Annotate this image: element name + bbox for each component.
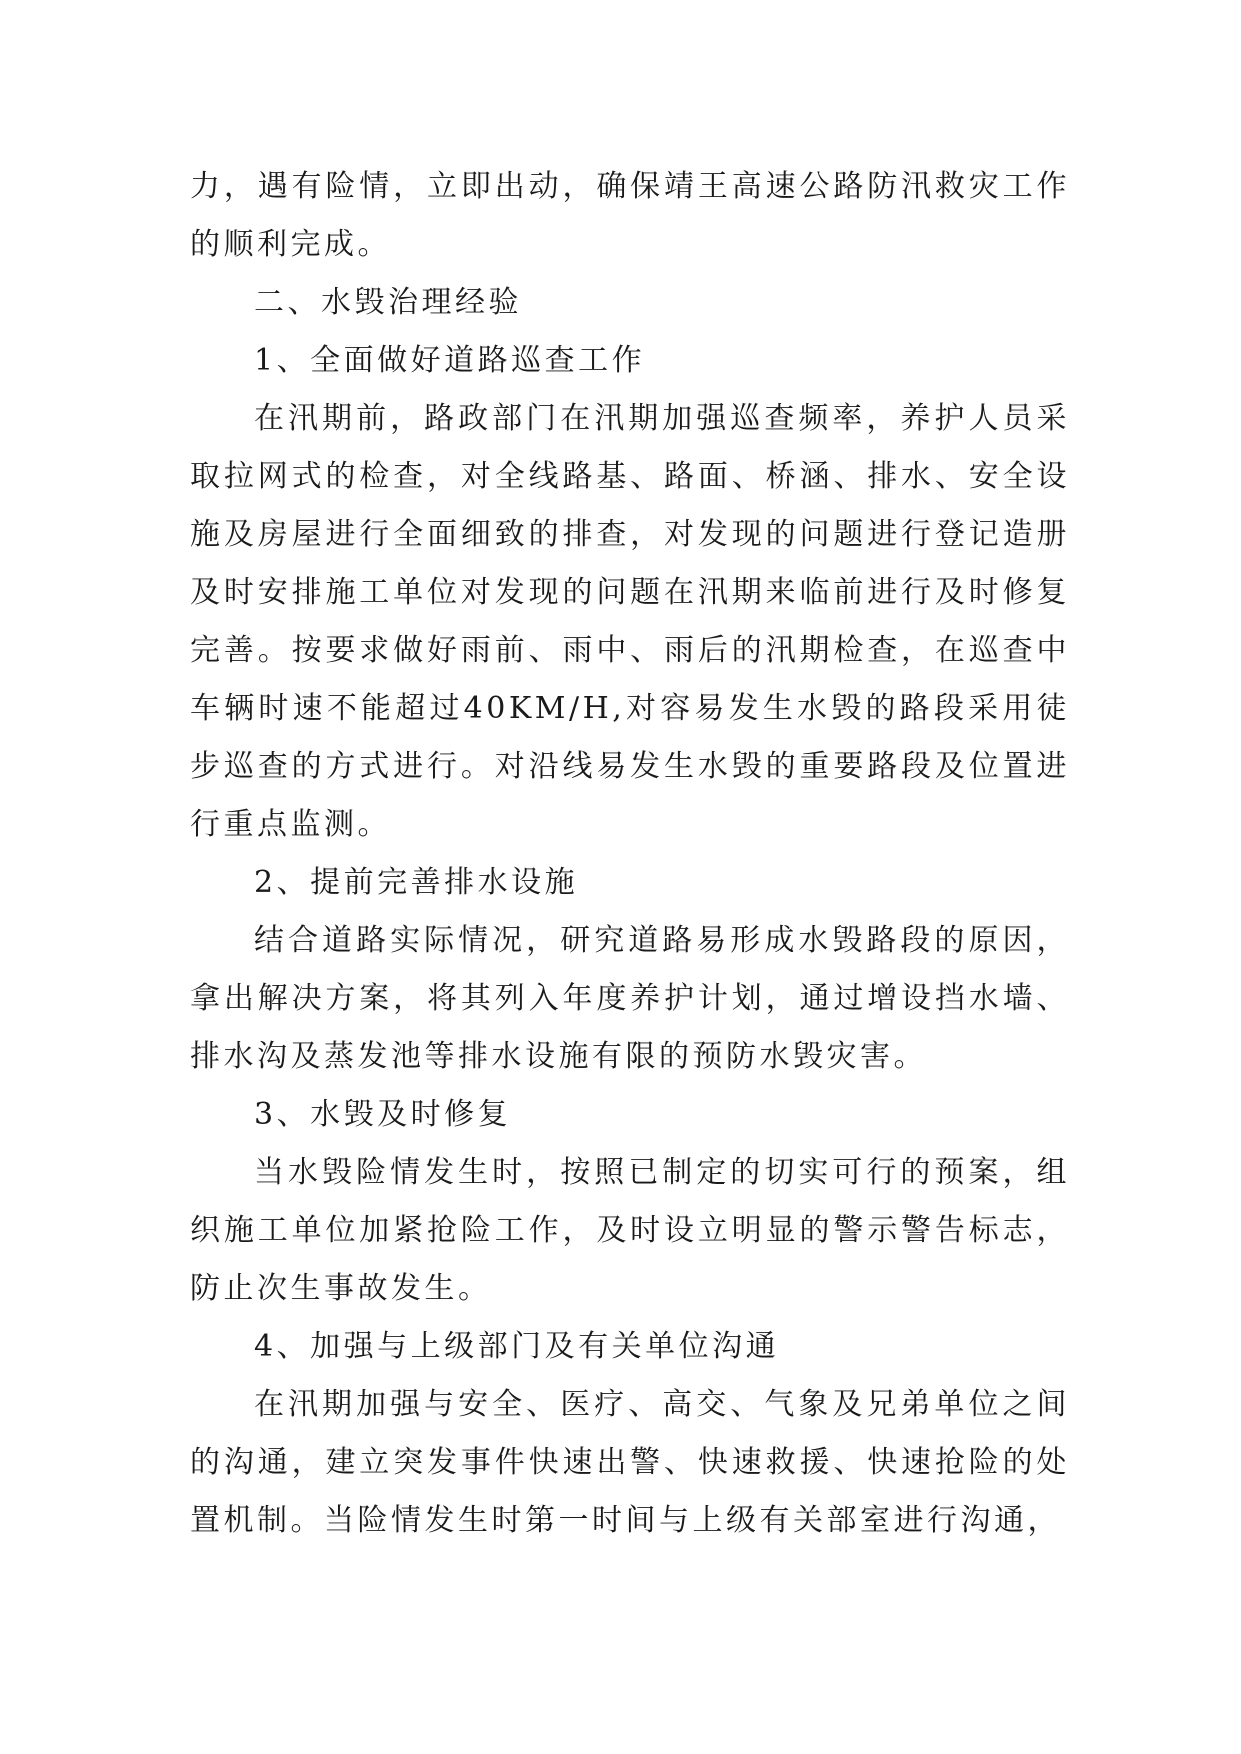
paragraph-continuation: 力，遇有险情，立即出动，确保靖王高速公路防汛救灾工作的顺利完成。: [190, 169, 1070, 262]
subheading-road-patrol: 1、全面做好道路巡查工作: [254, 343, 646, 378]
paragraph-drainage-facilities: 结合道路实际情况，研究道路易形成水毁路段的原因，拿出解决方案，将其列入年度养护计划，通过增设挡水墙、排水沟及蒸发池等排水设施有限的预防水毁灾害。: [190, 923, 1070, 1074]
subheading-drainage-facilities: 2、提前完善排水设施: [254, 865, 579, 900]
section-heading-water-damage-experience: 二、水毁治理经验: [254, 285, 522, 320]
paragraph-road-patrol: 在汛期前，路政部门在汛期加强巡查频率，养护人员采取拉网式的检查，对全线路基、路面、桥涵、排水、安全设施及房屋进行全面细致的排查，对发现的问题进行登记造册及时安排施工单位对发现的问题在汛期来临前进行及时修复完善。按要求做好雨前、雨中、雨后的汛期检查，在巡查中车辆时速不能超过40KM/H,对容易发生水毁的路段采用徒步巡查的方式进行。对沿线易发生水毁的重要路段及位置进行重点监测。: [190, 401, 1070, 842]
document-page: [190, 158, 1070, 1550]
subheading-communication: 4、加强与上级部门及有关单位沟通: [254, 1329, 780, 1364]
paragraph-timely-repair: 当水毁险情发生时，按照已制定的切实可行的预案，组织施工单位加紧抢险工作，及时设立明显的警示警告标志，防止次生事故发生。: [190, 1155, 1070, 1306]
subheading-timely-repair: 3、水毁及时修复: [254, 1097, 512, 1132]
paragraph-communication: 在汛期加强与安全、医疗、高交、气象及兄弟单位之间的沟通，建立突发事件快速出警、快速救援、快速抢险的处置机制。当险情发生时第一时间与上级有关部室进行沟通，: [190, 1387, 1070, 1538]
